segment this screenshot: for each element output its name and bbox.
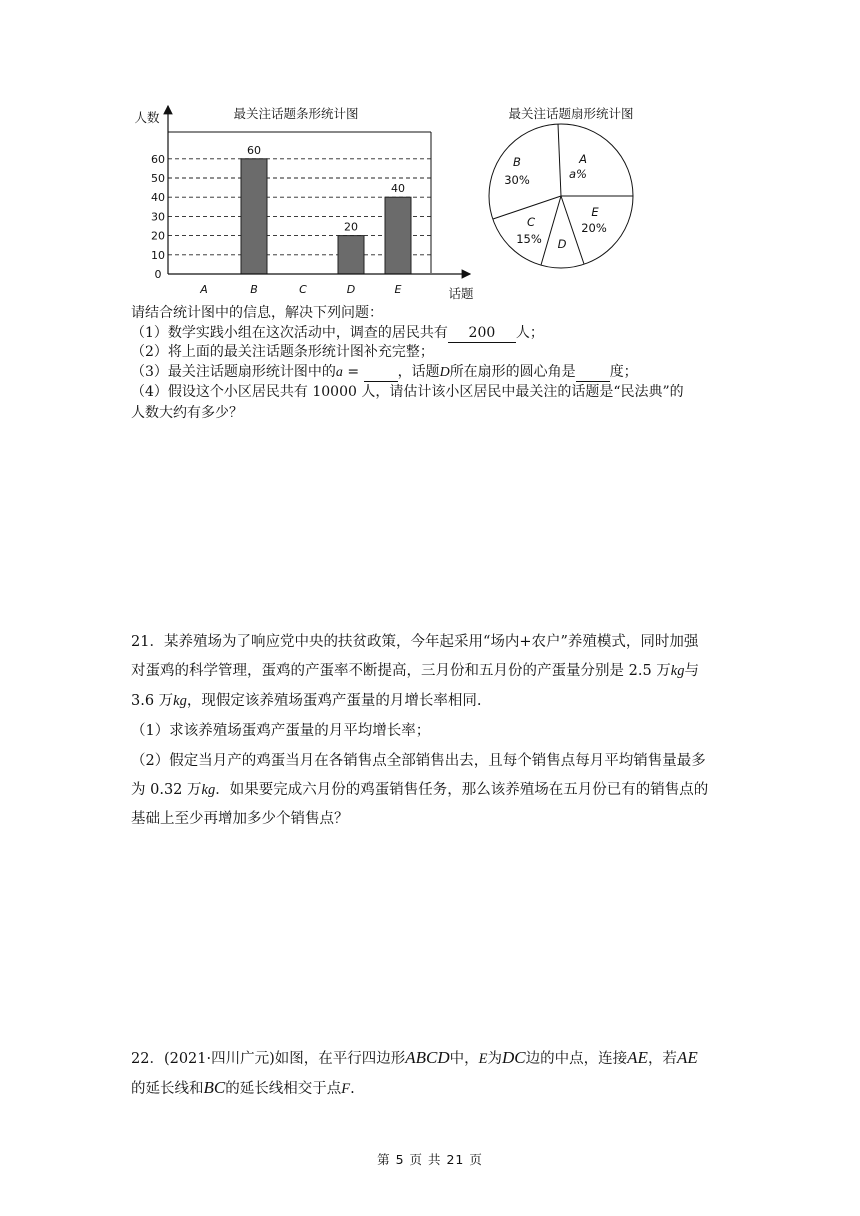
q21-line2-text: 对蛋鸡的科学管理，蛋鸡的产蛋率不断提高，三月份和五月份的产蛋量分别是 2.5 万 [131,663,671,679]
pie-label-d: D [557,237,567,251]
pie-chart-title: 最关注话题扇形统计图 [508,106,634,121]
pie-pct-e: 20% [581,221,607,235]
bar-chart-ylabel: 人数 [134,110,160,125]
q21-part2-line2 [131,778,731,799]
q20-part1-text: （1）数学实践小组在这次活动中，调查的居民共有 [131,325,448,341]
q21-unit-kg: kg [670,663,685,679]
bar-D [338,236,364,274]
q22-intro: 22．(2021·四川广元)如图，在平行四边形 [131,1051,406,1067]
q21-line3-end: ，现假定该养殖场蛋鸡产蛋量的月增长率相同. [186,693,482,709]
q21-part2-line3: 基础上至少再增加多少个销售点？ [131,811,349,827]
q21-unit-kg: kg [173,693,187,709]
q21-line2-end: 与 [684,663,699,679]
q22-dc: DC [502,1048,526,1067]
q22-text: 的延长线相交于点 [225,1081,342,1097]
pie-label-b: B [513,155,521,169]
y-tick-label: 20 [151,229,165,243]
q20-part1-unit: 人； [515,325,544,341]
q22-text: 中， [449,1051,479,1067]
q20-part4-line1: （4）假设这个小区居民共有 10000 人，请估计该小区居民中最关注的话题是“民法典”的 [131,384,684,400]
bar-E [385,197,411,274]
bar-chart-xlabel: 话题 [448,286,474,301]
q20-part4-line2: 人数大约有多少？ [131,405,243,421]
q20-blank-a [364,364,398,382]
bar-data-label-E: 40 [391,182,405,196]
q21-part1: （1）求该养殖场蛋鸡产蛋量的月平均增长率； [131,723,431,739]
pie-label-a: A [579,152,587,166]
q20-equals: = [342,364,364,380]
y-tick-label: 60 [151,152,165,166]
q22-text: 边的中点，连接 [525,1051,628,1067]
x-category-label-A: A [200,283,208,296]
q21-part2-rest: ．如果要完成六月份的鸡蛋销售任务，那么该养殖场在五月份已有的销售点的 [215,782,709,798]
q22-point-e: E [478,1051,488,1067]
y-tick-label: 40 [151,191,165,205]
q22-point-f: F [341,1081,351,1097]
pie-label-e: E [591,205,599,219]
bar-data-label-B: 60 [247,143,261,157]
q21-part2-text: 为 0.32 万 [131,782,202,798]
q20-part3-topic: ，话题 [397,364,440,380]
x-category-label-D: D [346,283,356,296]
q20-part3 [131,362,638,383]
q21-unit-kg: kg [201,782,216,798]
x-category-label-C: C [299,283,307,296]
q22-text: . [350,1081,355,1097]
q21-part2-line1: （2）假定当月产的鸡蛋当月在各销售点全部销售出去，且每个销售点每月平均销售量最多 [131,753,706,769]
q22-text: 的延长线和 [131,1081,204,1097]
bar-chart-title: 最关注话题条形统计图 [233,106,359,121]
y-tick-label: 0 [154,268,162,281]
y-tick-label: 10 [151,248,165,262]
q20-var-d: D [439,365,450,380]
pie-pct-a: a% [569,167,587,181]
page-footer: 第 5 页 共 21 页 [377,1152,483,1167]
q20-blank-angle [576,364,610,382]
q22-ae: AE [676,1048,698,1067]
q21-line3-text: 3.6 万 [131,693,174,709]
q22-ae: AE [627,1048,648,1067]
x-category-label-E: E [394,283,402,296]
q21-line1: 21．某养殖场为了响应党中央的扶贫政策，今年起采用“场内+农户”养殖模式，同时加强 [131,634,699,650]
q20-part3-angle: 所在扇形的圆心角是 [449,364,576,380]
q21-line2 [131,659,731,680]
pie-chart [485,98,645,278]
y-tick-label: 50 [151,172,165,185]
q20-part1-answer-blank: 200 [448,325,516,343]
bar-B [241,159,267,274]
q21-line3 [131,689,731,710]
q22-line2 [131,1077,731,1098]
q20-var-a: a [335,365,343,380]
q22-text: ，若 [647,1051,677,1067]
y-tick-label: 30 [151,210,165,224]
x-category-label-B: B [250,283,258,296]
q20-part2: （2）将上面的最关注话题条形统计图补充完整； [131,344,434,360]
q20-part1 [131,323,544,343]
bar-chart [125,98,485,303]
q20-part3-text: （3）最关注话题扇形统计图中的 [131,364,336,380]
bar-data-label-D: 20 [344,220,358,234]
pie-pct-b: 30% [504,173,530,187]
q22-abcd: ABCD [405,1048,450,1067]
pie-label-c: C [526,215,536,229]
q20-part3-unit: 度； [609,364,638,380]
q22-bc: BC [203,1078,226,1097]
q22-text: 为 [487,1051,503,1067]
q20-intro: 请结合统计图中的信息，解决下列问题： [131,305,383,321]
q22-line1 [131,1047,731,1068]
pie-pct-c: 15% [516,232,542,246]
